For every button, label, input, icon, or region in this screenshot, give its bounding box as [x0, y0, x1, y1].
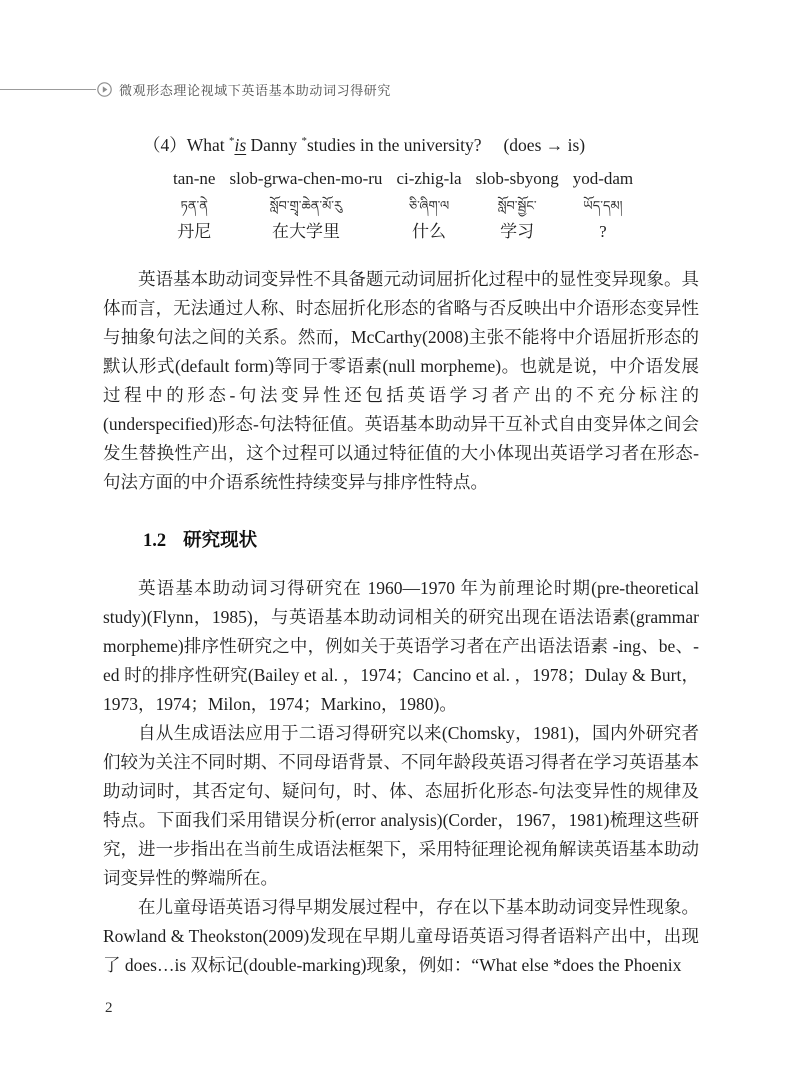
gloss-column: [396, 165, 461, 245]
gloss-transliteration: yod-dam: [572, 169, 634, 188]
gloss-chinese: 什么: [412, 222, 446, 241]
gloss-chinese: 在大学里: [271, 222, 340, 241]
example-text-mid: Danny: [246, 135, 302, 155]
example-text-post: in the university?: [355, 135, 482, 155]
section-title: 研究现状: [183, 529, 258, 550]
header-rule: [0, 89, 96, 90]
gloss-chinese: ?: [599, 222, 607, 241]
interlinear-gloss: [103, 165, 699, 245]
gloss-transliteration: slob-sbyong: [475, 169, 559, 188]
gloss-tibetan: སློབ་གྲྭ་ཆེན་མོ་རུ: [269, 198, 343, 213]
example-sentence: [103, 133, 699, 157]
aux-error-word: is: [234, 135, 247, 155]
example-number: （4）: [143, 135, 187, 155]
gloss-tibetan: ཡོད་དམ།: [583, 198, 623, 213]
gloss-column: [476, 165, 559, 245]
example-text-pre: What: [186, 135, 230, 155]
page-number: 2: [105, 1000, 113, 1016]
gloss-transliteration: slob-grwa-chen-mo-ru: [229, 169, 383, 188]
play-circle-icon: [97, 82, 112, 97]
section-heading: [103, 526, 699, 552]
ungrammatical-star: *: [229, 135, 235, 148]
gloss-column: [573, 165, 633, 245]
ungrammatical-star: *: [301, 135, 307, 148]
gloss-transliteration: tan-ne: [173, 169, 216, 188]
paragraph: 英语基本助动词变异性不具备题元动词屈折化过程中的显性变异现象。具体而言，无法通过人称、时态屈折化形态的省略与否反映出中介语形态变异性与抽象句法之间的关系。然而，McCarthy(2008)主张不能将中介语屈折形态的默认形式(default form)等同于零语素(null morpheme)。也就是说，中介语发展过程中的形态-句法变异性还包括英语学习者产出的不充分标注的(underspecified)形态-句法特征值。英语基本助动异干互补式自由变异体之间会发生替换性产出，这个过程可以通过特征值的大小体现出英语学习者在形态-句法方面的中介语系统性持续变异与排序性特点。: [103, 269, 699, 492]
running-header: [0, 80, 799, 98]
page-content: [103, 133, 699, 980]
gloss-column: [229, 165, 382, 245]
gloss-column: [173, 165, 215, 245]
section-number: 1.2: [143, 531, 167, 551]
running-title: 微观形态理论视域下英语基本助动词习得研究: [119, 82, 392, 98]
gloss-tibetan: ཅི་ཞིག་ལ: [408, 198, 450, 213]
gloss-chinese: 学习: [500, 222, 535, 241]
paragraph: 自从生成语法应用于二语习得研究以来(Chomsky，1981)，国内外研究者们较为关注不同时期、不同母语背景、不同年龄段英语习得者在学习英语基本助动词时，其否定句、疑问句，时、体、态屈折化形态-句法变异性的规律及特点。下面我们采用错误分析(error analysis)(Corder，1967，1981)梳理这些研究，进一步指出在当前生成语法框架下，采用特征理论视角解读英语基本助动词变异性的弊端所在。: [103, 723, 699, 888]
gloss-tibetan: སློབ་སྦྱོང་: [497, 198, 537, 213]
gloss-tibetan: ཏན་ནེ: [180, 198, 208, 213]
paragraph: 英语基本助动词习得研究在 1960—1970 年为前理论时期(pre-theoretical study)(Flynn，1985)，与英语基本助动词相关的研究出现在语法语素(grammar morpheme)排序性研究之中，例如关于英语学习者在产出语法语素 -ing、be、-ed 时的排序性研究(Bailey et al. ，1974；Cancino et al. ，1978；Dulay & Burt，1973，1974；Milon，1974；Markino，1980)。: [103, 578, 699, 714]
gloss-chinese: 丹尼: [177, 222, 212, 241]
correction-note: (does → is): [503, 135, 586, 155]
gloss-transliteration: ci-zhig-la: [396, 169, 462, 188]
paragraph: 在儿童母语英语习得早期发展过程中，存在以下基本助动词变异性现象。Rowland & Theokston(2009)发现在早期儿童母语英语习得者语料产出中，出现了 does…is 双标记(double-marking)现象，例如：“What else *does the Phoenix: [103, 897, 699, 975]
verb-error-word: studies: [306, 135, 356, 155]
